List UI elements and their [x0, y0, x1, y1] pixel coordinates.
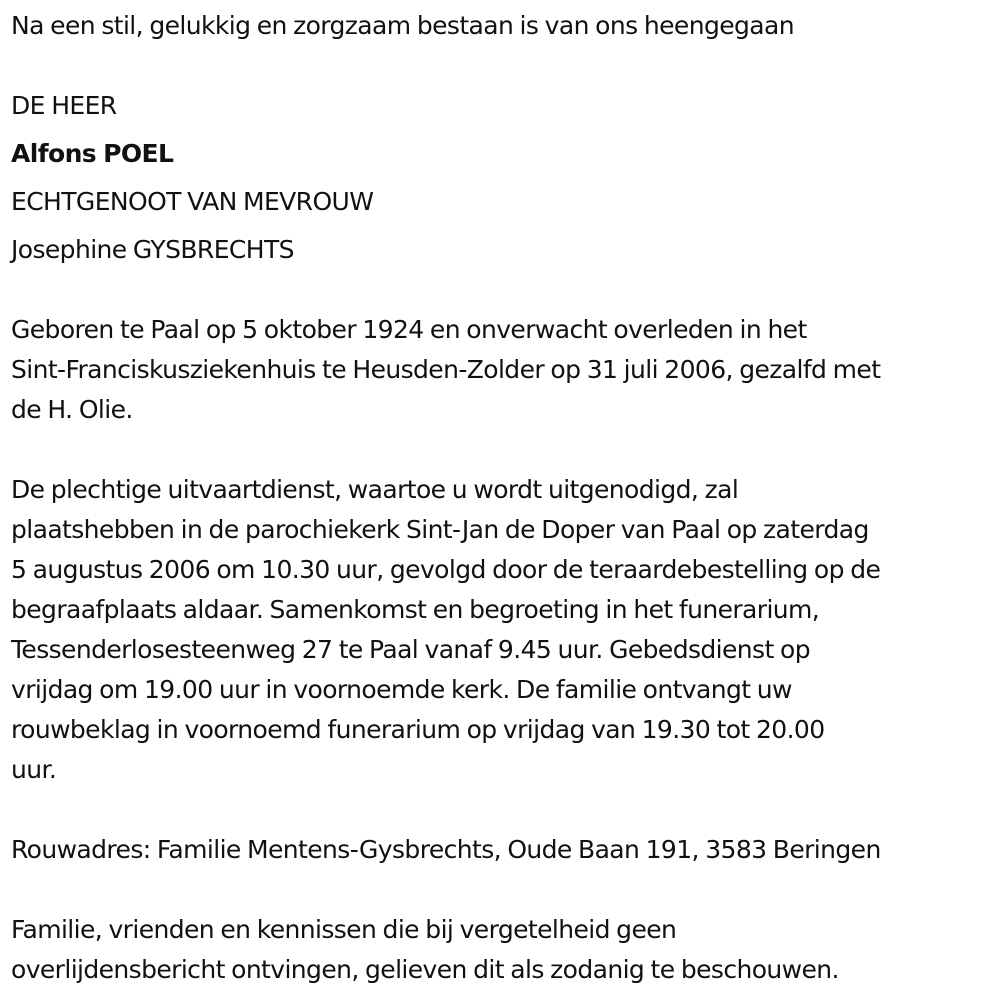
spouse-label: ECHTGENOOT VAN MEVROUW — [11, 187, 374, 216]
paragraph-line: begraafplaats aldaar. Samenkomst en begroeting in het funerarium, — [11, 595, 820, 624]
paragraph-line: Sint-Franciskusziekenhuis te Heusden-Zolder op 31 juli 2006, gezalfd met — [11, 355, 881, 384]
paragraph-line: overlijdensbericht ontvingen, gelieven dit als zodanig te beschouwen. — [11, 955, 839, 984]
paragraph-line: Geboren te Paal op 5 oktober 1924 en onverwacht overleden in het — [11, 315, 807, 344]
spouse-name: Josephine GYSBRECHTS — [11, 235, 294, 264]
paragraph-line: uur. — [11, 755, 57, 784]
paragraph-line: 5 augustus 2006 om 10.30 uur, gevolgd door de teraardebestelling op de — [11, 555, 881, 584]
paragraph-line: plaatshebben in de parochiekerk Sint-Jan de Doper van Paal op zaterdag — [11, 515, 869, 544]
birth-death-paragraph — [11, 310, 996, 430]
paragraph-line: vrijdag om 19.00 uur in voornoemde kerk. De familie ontvangt uw — [11, 675, 792, 704]
paragraph-line: rouwbeklag in voornoemd funerarium op vrijdag van 19.30 tot 20.00 — [11, 715, 825, 744]
paragraph-line: De plechtige uitvaartdienst, waartoe u wordt uitgenodigd, zal — [11, 475, 739, 504]
closing-paragraph — [11, 910, 996, 990]
title-prefix: DE HEER — [11, 91, 117, 120]
intro-text: Na een stil, gelukkig en zorgzaam bestaan is van ons heengegaan — [11, 11, 794, 40]
paragraph-line: Tessenderlosesteenweg 27 te Paal vanaf 9.45 uur. Gebedsdienst op — [11, 635, 810, 664]
funeral-paragraph — [11, 470, 996, 790]
paragraph-line: de H. Olie. — [11, 395, 133, 424]
deceased-name: Alfons POEL — [11, 139, 174, 168]
mourning-address: Rouwadres: Familie Mentens-Gysbrechts, Oude Baan 191, 3583 Beringen — [11, 835, 881, 864]
paragraph-line: Familie, vrienden en kennissen die bij vergetelheid geen — [11, 915, 677, 944]
